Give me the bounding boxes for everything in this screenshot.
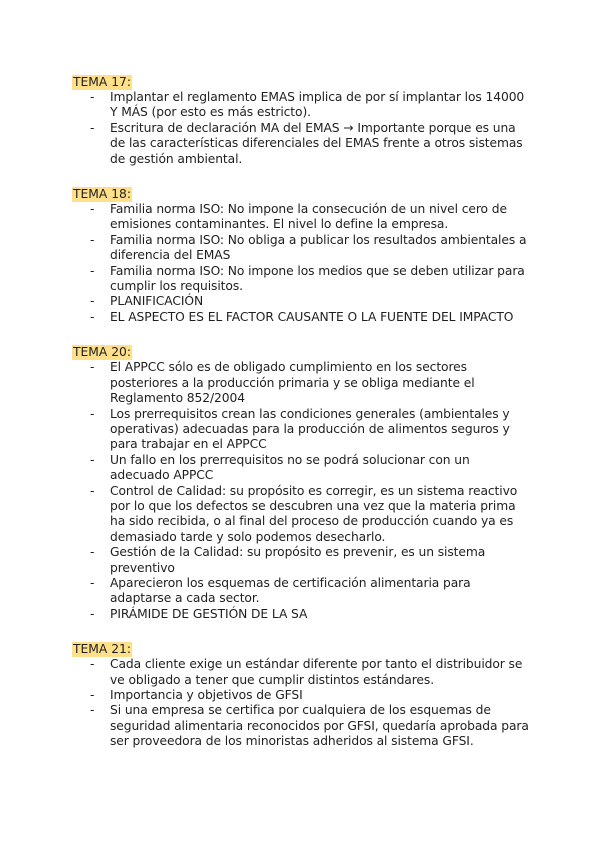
section-tema-21 [72, 638, 530, 749]
list-item: - Implantar el reglamento EMAS implica de por sí implantar los 14000 Y MÁS (por esto es más estricto). [72, 90, 530, 121]
list-item: - EL ASPECTO ES EL FACTOR CAUSANTE O LA FUENTE DEL IMPACTO [72, 310, 530, 325]
list-item: - Escritura de declaración MA del EMAS → Importante porque es una de las características diferenciales del EMAS frente a otros sistemas de gestión ambiental. [72, 121, 530, 167]
section-tema-18 [72, 183, 530, 325]
section-tema-17 [72, 71, 530, 167]
section-title: TEMA 18: [73, 187, 132, 202]
section-title: TEMA 20: [73, 345, 132, 360]
section-title: TEMA 17: [73, 75, 132, 89]
list-item: - Los prerrequisitos crean las condiciones generales (ambientales y operativas) adecuadas para la producción de alimentos seguros y para trabajar en el APPCC [72, 407, 530, 453]
list-item: - Familia norma ISO: No obliga a publicar los resultados ambientales a diferencia del EMAS [72, 233, 530, 264]
list-item: - PLANIFICACIÓN [72, 294, 530, 309]
list-item: - Cada cliente exige un estándar diferente por tanto el distribuidor se ve obligado a tener que cumplir distintos estándares. [72, 657, 530, 688]
list-item: - El APPCC sólo es de obligado cumplimiento en los sectores posteriores a la producción primaria y se obliga mediante el Reglamento 852/2004 [72, 360, 530, 406]
bullet-list [72, 90, 530, 167]
list-item: - Un fallo en los prerrequisitos no se podrá solucionar con un adecuado APPCC [72, 453, 530, 484]
list-item: - Gestión de la Calidad: su propósito es prevenir, es un sistema preventivo [72, 545, 530, 576]
bullet-list [72, 202, 530, 325]
list-item: - Aparecieron los esquemas de certificación alimentaria para adaptarse a cada sector. [72, 576, 530, 607]
list-item: - PIRÁMIDE DE GESTIÓN DE LA SA [72, 607, 530, 622]
section-title: TEMA 21: [73, 642, 132, 657]
document-page [72, 71, 530, 766]
list-item: - Familia norma ISO: No impone los medios que se deben utilizar para cumplir los requisitos. [72, 264, 530, 295]
bullet-list [72, 360, 530, 622]
list-item: - Si una empresa se certifica por cualquiera de los esquemas de seguridad alimentaria reconocidos por GFSI, quedaría aprobada para ser proveedora de los minoristas adheridos al sistema GFSI. [72, 703, 530, 749]
list-item: - Importancia y objetivos de GFSI [72, 688, 530, 703]
bullet-list [72, 657, 530, 749]
list-item: - Familia norma ISO: No impone la consecución de un nivel cero de emisiones contaminantes. El nivel lo define la empresa. [72, 202, 530, 233]
list-item: - Control de Calidad: su propósito es corregir, es un sistema reactivo por lo que los defectos se descubren una vez que la materia prima ha sido recibida, o al final del proceso de producción cuando ya es demasiado tarde y solo podemos desecharlo. [72, 484, 530, 546]
section-tema-20 [72, 341, 530, 622]
